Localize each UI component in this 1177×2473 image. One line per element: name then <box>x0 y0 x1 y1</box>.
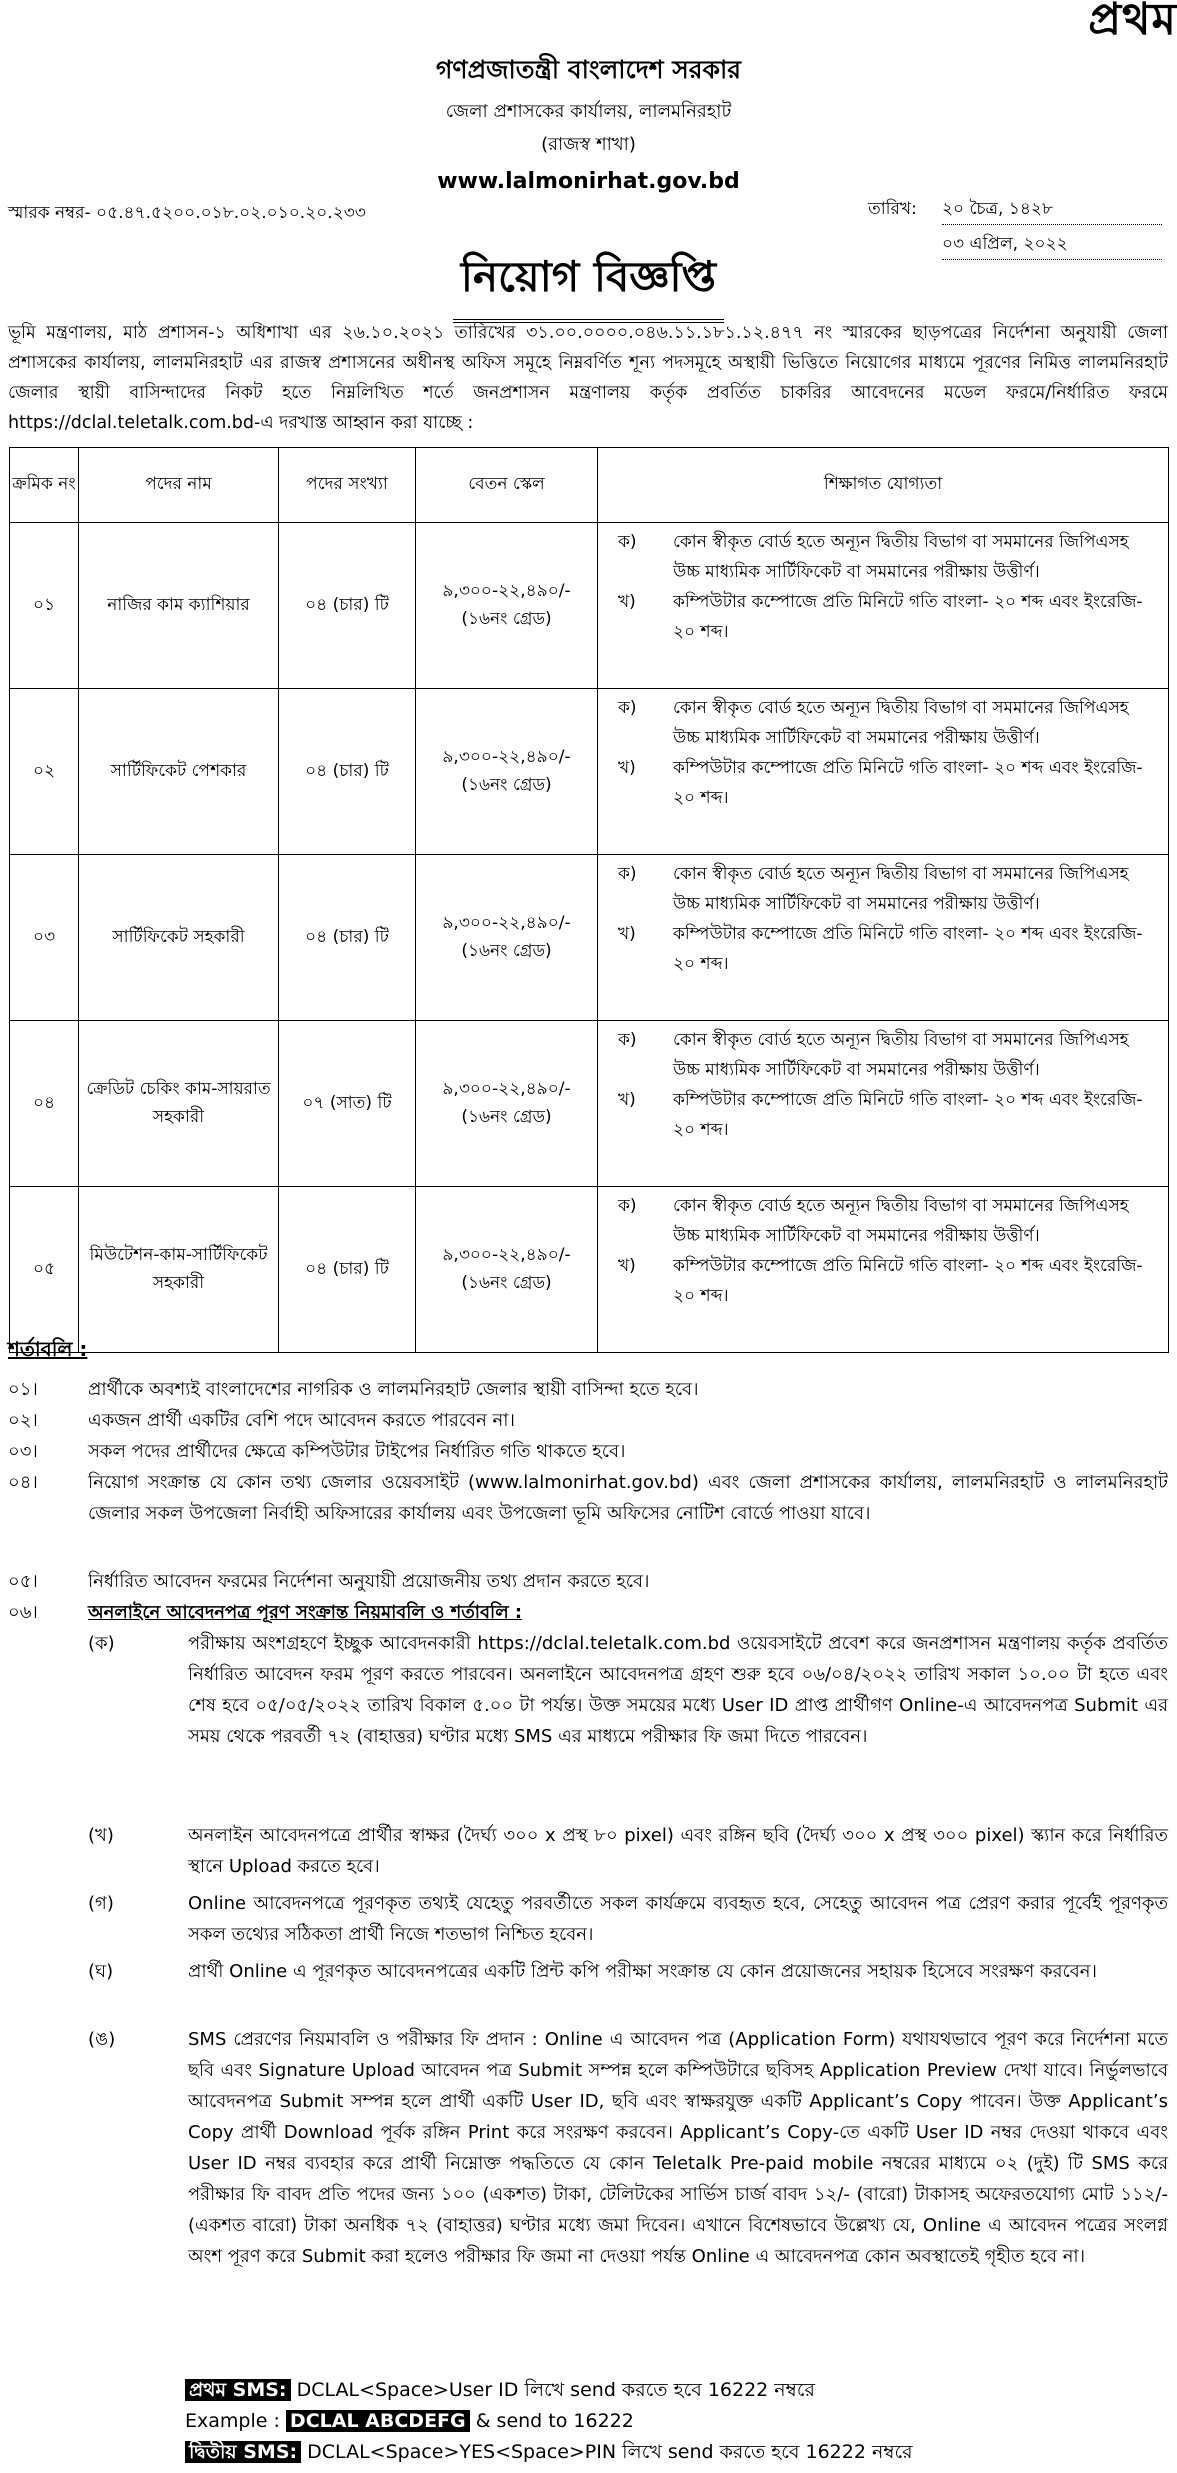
cell-post: নাজির কাম ক্যাশিয়ার <box>79 523 279 689</box>
cell-post: সার্টিফিকেট পেশকার <box>79 689 279 855</box>
sms-second-label: দ্বিতীয় SMS: <box>185 2441 301 2463</box>
cell-scale: ৯,৩০০-২২,৪৯০/- (১৬নং গ্রেড) <box>416 689 598 855</box>
table-row <box>10 1021 1169 1187</box>
govt-name: গণপ্রজাতন্ত্রী বাংলাদেশ সরকার <box>436 55 741 84</box>
term-item: ০২। একজন প্রার্থী একটির বেশি পদে আবেদন করতে পারবেন না। <box>8 1410 515 1431</box>
date-english: ০৩ এপ্রিল, ২০২২ <box>942 231 1162 260</box>
posts-table <box>9 447 1169 1353</box>
cell-qualification: ক) কোন স্বীকৃত বোর্ড হতে অন্যূন দ্বিতীয় বিভাগ বা সমমানের জিপিএসহ উচ্চ মাধ্যমিক সার্টিফিকেট বা সমমানের পরীক্ষায় উত্তীর্ণ। খ) কম্পিউটার কম্পোজে প্রতি মিনিটে গতি বাংলা- ২০ শব্দ এবং ইংরেজি- ২০ শব্দ। <box>598 689 1169 855</box>
col-count: পদের সংখ্যা <box>279 448 416 523</box>
cell-serial: ০১ <box>10 523 79 689</box>
cell-serial: ০২ <box>10 689 79 855</box>
cell-scale: ৯,৩০০-২২,৪৯০/- (১৬নং গ্রেড) <box>416 855 598 1021</box>
online-rule: (গ) Online আবেদনপত্রে পূরণকৃত তথ্যই যেহেতু পরবর্তীতে সকল কার্যক্রমে ব্যবহৃত হবে, সেহেতু আবেদন পত্র প্রেরণ করার পূর্বেই পূরণকৃত সকল তথ্যের সঠিকতা প্রার্থী নিজে শতভাগ নিশ্চিত হবেন। <box>88 1893 1168 1945</box>
cell-count: ০৪ (চার) টি <box>279 689 416 855</box>
memo-number: স্মারক নম্বর- ০৫.৪৭.৫২০০.০১৮.০২.০১০.২০.২৩৩ <box>8 203 366 223</box>
letterhead <box>0 50 1177 194</box>
branch-name: (রাজস্ব শাখা) <box>541 134 636 155</box>
term-item: ০১। প্রার্থীকে অবশ্যই বাংলাদেশের নাগরিক ও লালমনিরহাট জেলার স্থায়ী বাসিন্দা হতে হবে। <box>8 1379 699 1400</box>
sms-second <box>185 2437 913 2468</box>
notice-title-wrap <box>0 244 1177 323</box>
office-name: জেলা প্রশাসকের কার্যালয়, লালমনিরহাট <box>445 101 732 122</box>
term-item: ০৪। নিয়োগ সংক্রান্ত যে কোন তথ্য জেলার ওয়েবসাইট (www.lalmonirhat.gov.bd) এবং জেলা প্রশাসকের কার্যালয়, লালমনিরহাট ও লালমনিরহাট জেলার সকল উপজেলা নির্বাহী অফিসারের কার্যালয় এবং উপজেলা ভূমি অফিসের নোটিশ বোর্ডে পাওয়া যাবে। <box>8 1472 1168 1524</box>
cell-post: মিউটেশন-কাম-সার্টিফিকেট সহকারী <box>79 1187 279 1353</box>
cell-qualification: ক) কোন স্বীকৃত বোর্ড হতে অন্যূন দ্বিতীয় বিভাগ বা সমমানের জিপিএসহ উচ্চ মাধ্যমিক সার্টিফিকেট বা সমমানের পরীক্ষায় উত্তীর্ণ। খ) কম্পিউটার কম্পোজে প্রতি মিনিটে গতি বাংলা- ২০ শব্দ এবং ইংরেজি- ২০ শব্দ। <box>598 523 1169 689</box>
online-rule: (ঙ) SMS প্রেরণের নিয়মাবলি ও পরীক্ষার ফি প্রদান : Online এ আবেদন পত্র (Application Form) যথাযথভাবে পূরণ করে নির্দেশনা মতে ছবি এবং Signature Upload আবেদন পত্র Submit সম্পন্ন হলে কম্পিউটারে ছবিসহ Application Preview দেখা যাবে। নির্ভুলভাবে আবেদনপত্র Submit সম্পন্ন হলে প্রার্থী একটি User ID, ছবি এবং স্বাক্ষরযুক্ত একটি Applicant’s Copy পাবেন। উক্ত Applicant’s Copy প্রার্থী Download পূর্বক রঙ্গিন Print করে সংরক্ষণ করবেন। Applicant’s Copy-তে একটি User ID নম্বর দেওয়া থাকবে এবং User ID নম্বর ব্যবহার করে প্রার্থী নিম্নোক্ত পদ্ধতিতে যে কোন Teletalk Pre-paid mobile নম্বরের মাধ্যমে ০২ (দুই) টি SMS করে পরীক্ষার ফি বাবদ প্রতি পদের জন্য ১০০ (একশত) টাকা, টেলিটকের সার্ভিস চার্জ বাবদ ১২/- (বারো) টাকাসহ অফেরতযোগ্য মোট ১১২/- (একশত বারো) টাকা অনধিক ৭২ (বাহাত্তর) ঘণ্টার মধ্যে জমা দিবেন। এখানে বিশেষভাবে উল্লেখ্য যে, Online এ আবেদন পত্রের সংলগ্ন অংশ পূরণ করে Submit করা হলেও পরীক্ষার ফি জমা না দেওয়া পর্যন্ত Online এ আবেদনপত্র কোন অবস্থাতেই গৃহীত হবে না। <box>88 2029 1168 2267</box>
cell-count: ০৪ (চার) টি <box>279 1187 416 1353</box>
cell-count: ০৪ (চার) টি <box>279 523 416 689</box>
col-serial: ক্রমিক নং <box>10 448 79 523</box>
col-post: পদের নাম <box>79 448 279 523</box>
cell-scale: ৯,৩০০-২২,৪৯০/- (১৬নং গ্রেড) <box>416 523 598 689</box>
sms-example-label: Example : <box>185 2410 280 2432</box>
date-bangla: ২০ চৈত্র, ১৪২৮ <box>942 196 1162 225</box>
website-link[interactable]: www.lalmonirhat.gov.bd <box>437 169 740 194</box>
table-row <box>10 855 1169 1021</box>
notice-title: নিয়োগ বিজ্ঞপ্তি <box>453 244 724 323</box>
sms-example <box>185 2406 634 2437</box>
terms-heading: শর্তাবলি : <box>8 1337 88 1361</box>
online-rule: (ঘ) প্রার্থী Online এ পূরণকৃত আবেদনপত্রের একটি প্রিন্ট কপি পরীক্ষা সংক্রান্ত যে কোন প্রয়োজনের সহায়ক হিসেবে সংরক্ষণ করবেন। <box>88 1961 1097 1982</box>
table-row <box>10 523 1169 689</box>
sms-first <box>185 2375 815 2406</box>
table-row <box>10 689 1169 855</box>
cell-qualification: ক) কোন স্বীকৃত বোর্ড হতে অন্যূন দ্বিতীয় বিভাগ বা সমমানের জিপিএসহ উচ্চ মাধ্যমিক সার্টিফিকেট বা সমমানের পরীক্ষায় উত্তীর্ণ। খ) কম্পিউটার কম্পোজে প্রতি মিনিটে গতি বাংলা- ২০ শব্দ এবং ইংরেজি- ২০ শব্দ। <box>598 855 1169 1021</box>
col-scale: বেতন স্কেল <box>416 448 598 523</box>
cell-post: সার্টিফিকেট সহকারী <box>79 855 279 1021</box>
sms-first-text: DCLAL<Space>User ID লিখে send করতে হবে 16222 নম্বরে <box>296 2379 815 2401</box>
cell-count: ০৭ (সাত) টি <box>279 1021 416 1187</box>
cell-serial: ০৪ <box>10 1021 79 1187</box>
date-label: তারিখ: <box>868 199 917 219</box>
online-rule: (খ) অনলাইন আবেদনপত্রে প্রার্থীর স্বাক্ষর (দৈর্ঘ্য ৩০০ x প্রস্থ ৮০ pixel) এবং রঙ্গিন ছবি (দৈর্ঘ্য ৩০০ x প্রস্থ ৩০০ pixel) স্ক্যান করে নির্ধারিত স্থানে Upload করতে হবে। <box>88 1825 1168 1877</box>
cell-post: ক্রেডিট চেকিং কাম-সায়রাত সহকারী <box>79 1021 279 1187</box>
cell-serial: ০৩ <box>10 855 79 1021</box>
table-header-row <box>10 448 1169 523</box>
cell-scale: ৯,৩০০-২২,৪৯০/- (১৬নং গ্রেড) <box>416 1021 598 1187</box>
cell-count: ০৪ (চার) টি <box>279 855 416 1021</box>
cell-scale: ৯,৩০০-২২,৪৯০/- (১৬নং গ্রেড) <box>416 1187 598 1353</box>
sms-example-tail: & send to 16222 <box>475 2410 634 2432</box>
sms-first-label: প্রথম SMS: <box>185 2379 291 2401</box>
table-row <box>10 1187 1169 1353</box>
term-item: ০৩। সকল পদের প্রার্থীদের ক্ষেত্রে কম্পিউটার টাইপের নির্ধারিত গতি থাকতে হবে। <box>8 1441 626 1462</box>
online-rule: (ক) পরীক্ষায় অংশগ্রহণে ইচ্ছুক আবেদনকারী https://dclal.teletalk.com.bd ওয়েবসাইটে প্রবেশ করে জনপ্রশাসন মন্ত্রণালয় কর্তৃক প্রবর্তিত নির্ধারিত আবেদন ফরম পূরণ করতে পারবেন। অনলাইনে আবেদনপত্র গ্রহণ শুরু হবে ০৬/০৪/২০২২ তারিখ সকাল ১০.০০ টা হতে এবং শেষ হবে ০৫/০৫/২০২২ তারিখ বিকাল ৫.০০ টা পর্যন্ত। উক্ত সময়ের মধ্যে User ID প্রাপ্ত প্রার্থীগণ Online-এ আবেদনপত্র Submit এর সময় থেকে পরবর্তী ৭২ (বাহাত্তর) ঘণ্টার মধ্যে SMS এর মাধ্যমে পরীক্ষার ফি জমা দিতে পারবেন। <box>88 1633 1168 1747</box>
newspaper-masthead: প্রথম <box>1088 0 1177 45</box>
term-item: ০৫। নির্ধারিত আবেদন ফরমের নির্দেশনা অনুযায়ী প্রয়োজনীয় তথ্য প্রদান করতে হবে। <box>8 1571 650 1592</box>
sms-example-code: DCLAL ABCDEFG <box>286 2410 470 2432</box>
col-qualification: শিক্ষাগত যোগ্যতা <box>598 448 1169 523</box>
cell-serial: ০৫ <box>10 1187 79 1353</box>
cell-qualification: ক) কোন স্বীকৃত বোর্ড হতে অন্যূন দ্বিতীয় বিভাগ বা সমমানের জিপিএসহ উচ্চ মাধ্যমিক সার্টিফিকেট বা সমমানের পরীক্ষায় উত্তীর্ণ। খ) কম্পিউটার কম্পোজে প্রতি মিনিটে গতি বাংলা- ২০ শব্দ এবং ইংরেজি- ২০ শব্দ। <box>598 1187 1169 1353</box>
term-item: ০৬। অনলাইনে আবেদনপত্র পূরণ সংক্রান্ত নিয়মাবলি ও শর্তাবলি : <box>8 1602 523 1623</box>
intro-paragraph: ভূমি মন্ত্রণালয়, মাঠ প্রশাসন-১ অধিশাখা এর ২৬.১০.২০২১ তারিখের ৩১.০০.০০০০.০৪৬.১১.১৮১.১২.৪৭৭ নং স্মারকের ছাড়পত্রের নির্দেশনা অনুযায়ী জেলা প্রশাসকের কার্যালয়, লালমনিরহাট এর রাজস্ব প্রশাসনের অধীনস্থ অফিস সমূহে নিম্নবর্ণিত শূন্য পদসমূহে অস্থায়ী ভিত্তিতে নিয়োগের মাধ্যমে পূরণের নিমিত্ত লালমনিরহাট জেলার স্থায়ী বাসিন্দাদের নিকট হতে নিম্নলিখিত শর্তে জনপ্রশাসন মন্ত্রণালয় কর্তৃক প্রবর্তিত চাকরির আবেদনের মডেল ফরমে/নির্ধারিত ফরমে https://dclal.teletalk.com.bd-এ দরখাস্ত আহ্বান করা যাচ্ছে : <box>8 323 1168 433</box>
cell-qualification: ক) কোন স্বীকৃত বোর্ড হতে অন্যূন দ্বিতীয় বিভাগ বা সমমানের জিপিএসহ উচ্চ মাধ্যমিক সার্টিফিকেট বা সমমানের পরীক্ষায় উত্তীর্ণ। খ) কম্পিউটার কম্পোজে প্রতি মিনিটে গতি বাংলা- ২০ শব্দ এবং ইংরেজি- ২০ শব্দ। <box>598 1021 1169 1187</box>
sms-second-text: DCLAL<Space>YES<Space>PIN লিখে send করতে হবে 16222 নম্বরে <box>307 2441 913 2463</box>
